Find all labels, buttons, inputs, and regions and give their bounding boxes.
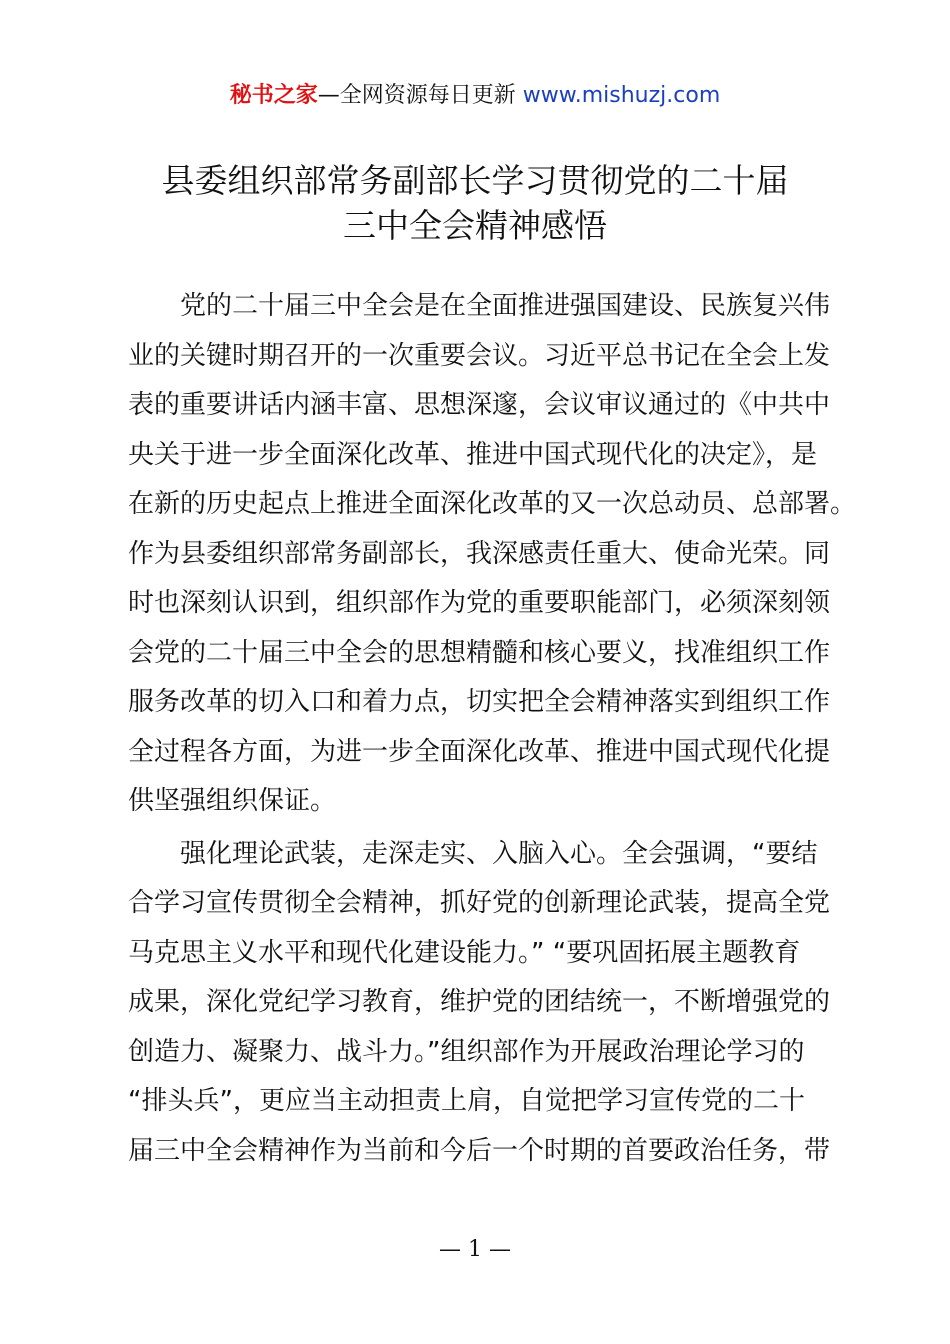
site-brand: 秘书之家 [229, 83, 318, 108]
site-tagline: —全网资源每日更新 [317, 83, 523, 108]
site-url[interactable]: www.mishuzj.com [522, 83, 721, 108]
text-line: 在新的历史起点上推进全面深化改革的又一次总动员、总部署。 [128, 489, 857, 519]
text-line: 合学习宣传贯彻全会精神，抓好党的创新理论武装，提高全党 [128, 888, 831, 918]
text-line: 创造力、凝聚力、战斗力。”组织部作为开展政治理论学习的 [128, 1036, 805, 1067]
text-line: 全过程各方面，为进一步全面深化改革、推进中国式现代化提 [128, 736, 831, 767]
site-header [0, 80, 950, 112]
text-line: 会党的二十届三中全会的思想精髓和核心要义，找准组织工作 [128, 637, 831, 668]
page-number: — 1 — [439, 1237, 511, 1262]
paragraph-2 [128, 830, 840, 1177]
text-line: 业的关键时期召开的一次重要会议。习近平总书记在全会上发 [128, 340, 831, 371]
text-line: 央关于进一步全面深化改革、推进中国式现代化的决定》，是 [128, 439, 818, 470]
text-line: 成果，深化党纪学习教育，维护党的团结统一，不断增强党的 [128, 987, 831, 1017]
text-line: 强化理论武装，走深走实、入脑入心。全会强调，“要结 [180, 838, 818, 869]
text-line: 党的二十届三中全会是在全面推进强国建设、民族复兴伟 [180, 291, 831, 321]
text-line: 服务改革的切入口和着力点，切实把全会精神落实到组织工作 [128, 687, 831, 717]
document-title [0, 158, 950, 248]
text-line: 时也深刻认识到，组织部作为党的重要职能部门，必须深刻领 [128, 588, 831, 618]
text-line: 马克思主义水平和现代化建设能力。” “要巩固拓展主题教育 [128, 937, 801, 968]
paragraph-1 [128, 282, 857, 827]
document-body [128, 282, 857, 1176]
text-line: 表的重要讲话内涵丰富、思想深邃，会议审议通过的《中共中 [128, 390, 831, 420]
text-line: 届三中全会精神作为当前和今后一个时期的首要政治任务，带 [128, 1135, 831, 1166]
title-line-2: 三中全会精神感悟 [343, 206, 607, 245]
text-line: 作为县委组织部常务副部长，我深感责任重大、使命光荣。同 [128, 538, 831, 569]
text-line: “排头兵”，更应当主动担责上肩，自觉把学习宣传党的二十 [128, 1086, 805, 1116]
title-line-1: 县委组织部常务副部长学习贯彻党的二十届 [161, 161, 789, 200]
text-line: 供坚强组织保证。 [128, 786, 337, 816]
